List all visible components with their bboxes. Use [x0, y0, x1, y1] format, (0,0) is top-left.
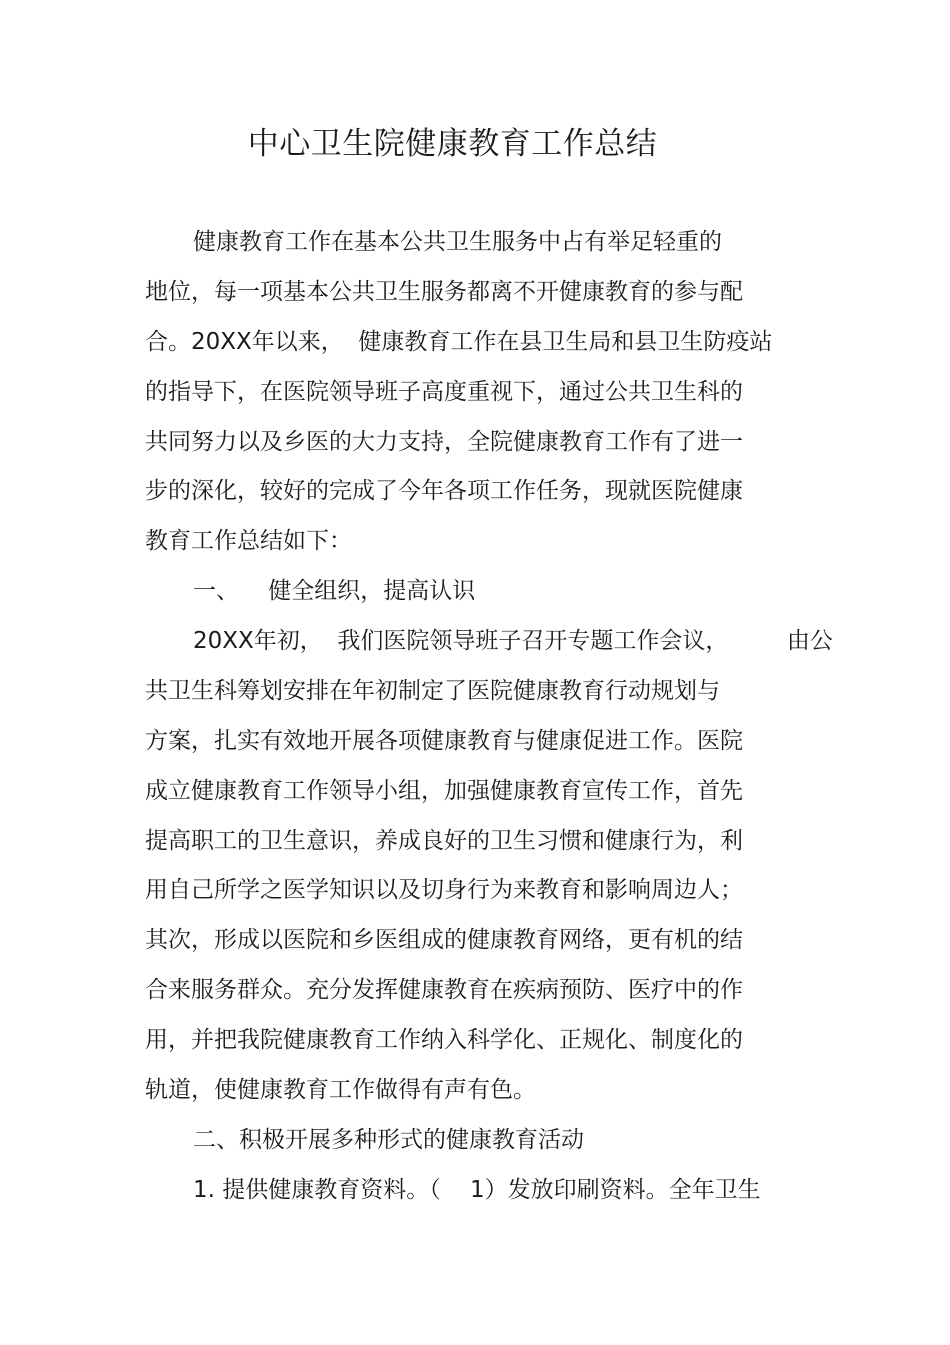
paragraph-line: 其次，形成以医院和乡医组成的健康教育网络，更有机的结 [145, 927, 743, 953]
paragraph-line: 方案，扎实有效地开展各项健康教育与健康促进工作。医院 [145, 728, 743, 754]
section-heading: 一、 健全组织，提高认识 [193, 578, 476, 604]
paragraph-line: 1. 提供健康教育资料。（ 1）发放印刷资料。全年卫生 [193, 1177, 761, 1203]
paragraph-line: 共卫生科筹划安排在年初制定了医院健康教育行动规划与 [145, 678, 720, 704]
paragraph-line: 步的深化，较好的完成了今年各项工作任务，现就医院健康 [145, 478, 743, 504]
section-heading: 二、积极开展多种形式的健康教育活动 [193, 1127, 584, 1153]
paragraph-line: 的指导下，在医院领导班子高度重视下，通过公共卫生科的 [145, 379, 743, 405]
paragraph-line: 用自己所学之医学知识以及切身行为来教育和影响周边人； [145, 877, 743, 903]
paragraph-line: 轨道，使健康教育工作做得有声有色。 [145, 1077, 536, 1103]
paragraph-line: 教育工作总结如下： [145, 528, 352, 554]
paragraph-line: 提高职工的卫生意识，养成良好的卫生习惯和健康行为，利 [145, 828, 743, 854]
paragraph-line: 成立健康教育工作领导小组，加强健康教育宣传工作，首先 [145, 778, 743, 804]
paragraph-line: 用，并把我院健康教育工作纳入科学化、正规化、制度化的 [145, 1027, 743, 1053]
paragraph-line: 共同努力以及乡医的大力支持，全院健康教育工作有了进一 [145, 429, 743, 455]
paragraph-line: 合来服务群众。充分发挥健康教育在疾病预防、医疗中的作 [145, 977, 743, 1003]
paragraph-line: 合。20XX年以来， 健康教育工作在县卫生局和县卫生防疫站 [145, 329, 773, 355]
paragraph-line: 20XX年初， 我们医院领导班子召开专题工作会议， 由公 [193, 628, 833, 654]
document-title: 中心卫生院健康教育工作总结 [247, 126, 658, 162]
paragraph-line: 地位，每一项基本公共卫生服务都离不开健康教育的参与配 [145, 279, 743, 305]
paragraph-line: 健康教育工作在基本公共卫生服务中占有举足轻重的 [193, 229, 722, 255]
